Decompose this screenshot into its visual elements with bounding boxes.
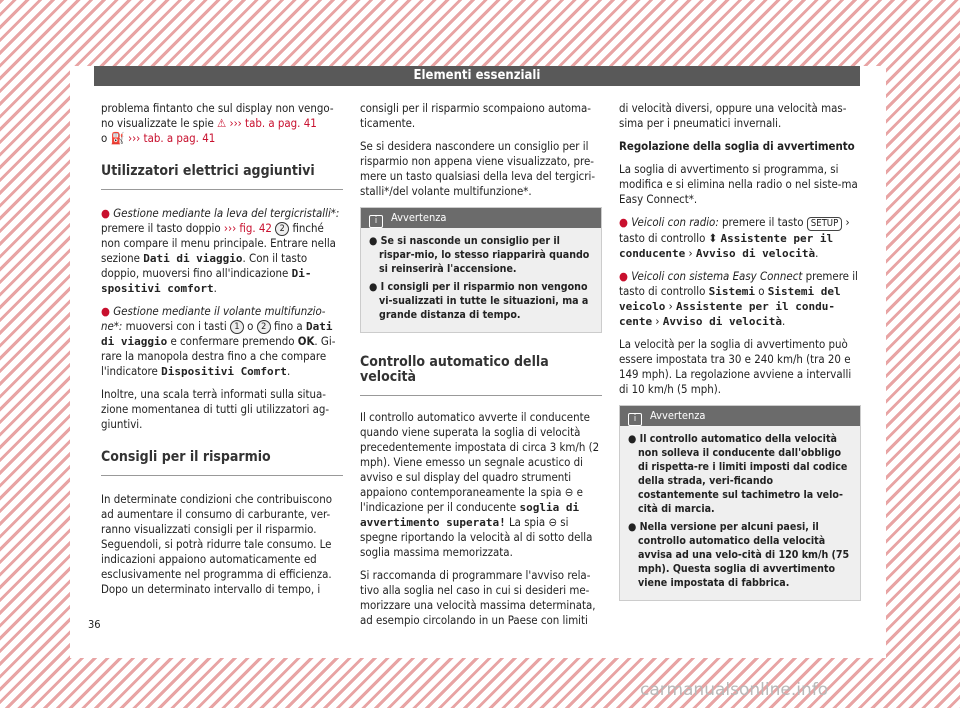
bullet-icon: ●	[101, 304, 110, 318]
section-heading-saving-tips: Consigli per il risparmio	[101, 450, 343, 476]
intro-paragraph: problema fintanto che sul display non vengo-no visualizzate le spie ⚠ ››› tab. a pag. 41 o ⛽ ››› tab. a pag. 41	[101, 101, 334, 145]
page-header: Elementi essenziali	[94, 66, 860, 86]
column-3	[619, 101, 861, 615]
bullet-icon: ●	[101, 206, 110, 220]
list-item: ● Gestione mediante la leva del tergicristalli*: premere il tasto doppio ››› fig. 42 2 finché non compare il menu principale. Entrare nella sezione Dati di viaggio. Con il tasto doppio, muoversi fino all'indicazione Di-spositivi comfort.	[101, 206, 340, 295]
note-box	[360, 207, 602, 333]
note-item: ● Il controllo automatico della velocità non solleva il conducente dall'obbligo di rispetta-re i limiti imposti dal codice della strada, veri-ficando costantemente sul tachimetro la velo-cità di marcia.	[628, 433, 848, 515]
note-title: Avvertenza	[391, 211, 447, 224]
button-1-icon: 1	[230, 320, 244, 334]
speed-warning-icon: ⊖	[564, 485, 574, 499]
subheading: Regolazione della soglia di avvertimento	[619, 139, 855, 153]
note-title: Avvertenza	[650, 409, 706, 422]
note-item: ● Nella versione per alcuni paesi, il controllo automatico della velocità avvisa ad una velo-cità di 120 km/h (75 mph). Questa soglia di avvertimento viene impostata di fabbrica.	[628, 521, 850, 589]
button-2-icon: 2	[257, 320, 271, 334]
list-item: ● Veicoli con radio: premere il tasto SETUP › tasto di controllo ⬍ Assistente per il conducente › Avviso di velocità.	[619, 215, 850, 260]
list-item: ● Veicoli con sistema Easy Connect premere il tasto di controllo Sistemi o Sistemi del veicolo › Assistente per il condu-cente › Avviso di velocità.	[619, 269, 858, 328]
button-2-icon: 2	[275, 222, 289, 236]
column-2	[360, 101, 602, 636]
ref-link[interactable]: ››› tab. a pag. 41	[127, 131, 216, 145]
column-1	[101, 101, 343, 605]
bullet-icon: ●	[619, 215, 628, 229]
section-heading-additional-users: Utilizzatori elettrici aggiuntivi	[101, 164, 343, 190]
watermark: carmanualsonline.info	[640, 680, 829, 700]
bullet-icon: ●	[619, 269, 628, 283]
page-number: 36	[88, 618, 101, 631]
paragraph: consigli per il risparmio scompaiono automa-ticamente.	[360, 101, 591, 130]
note-item: ● Se si nasconde un consiglio per il rispar-mio, lo stesso riapparirà quando si reinserirà l'accensione.	[369, 235, 590, 275]
paragraph: Se si desidera nascondere un consiglio per il risparmio non appena viene visualizzato, pre-mere un tasto qualsiasi della leva del tergicri-stalli*/del volante multifunzione*.	[360, 139, 596, 198]
ref-link[interactable]: ››› tab. a pag. 41	[229, 116, 317, 130]
info-icon: i	[369, 215, 383, 228]
tips-paragraph: In determinate condizioni che contribuiscono ad aumentare il consumo di carburante, ver-ranno visualizzati consigli per il risparmio. Seguendoli, si potrà ridurre tale consumo. Le indicazioni appaiono automaticamente ed esclusivamente nel programma di efficienza. Dopo un determinato intervallo di tempo, i	[101, 492, 332, 596]
paragraph: Si raccomanda di programmare l'avviso rela-tivo alla soglia nel caso in cui si desideri me-morizzare una velocità massima determinata, ad esempio circolando in un Paese con limiti	[360, 568, 596, 627]
speed-warning-icon: ⊖	[548, 515, 558, 529]
note-box	[619, 405, 861, 601]
paragraph: La soglia di avvertimento si programma, si modifica e si elimina nella radio o nel siste-ma Easy Connect*.	[619, 162, 858, 206]
paragraph: Il controllo automatico avverte il conducente quando viene superata la soglia di velocità precedentemente impostata di circa 3 km/h (2 mph). Viene emesso un segnale acustico di avviso e sul display del quadro strumenti appaiono contemporaneamente la spia ⊖ e l'indicazione per il conducente soglia di avvertimento superata! La spia ⊖ si spegne riportando la velocità al di sotto della soglia massima memorizzata.	[360, 410, 600, 559]
warning-lamp-icon: ⚠	[217, 116, 227, 130]
setup-key: SETUP	[807, 217, 842, 231]
section-heading-speed-control: Controllo automatico della velocità	[360, 355, 602, 396]
scale-paragraph: Inoltre, una scala terrà informati sulla situa-zione momentanea di tutti gli utilizzatori ag-giuntivi.	[101, 387, 330, 431]
list-item: ● Gestione mediante il volante multifunzio-ne*: muoversi con i tasti 1 o 2 fino a Dati di viaggio e confermare premendo OK. Gi-rare la manopola destra fino a che compare l'indicatore Dispositivi Comfort.	[101, 304, 336, 378]
info-icon: i	[628, 413, 642, 426]
figure-ref-link[interactable]: ››› fig. 42	[223, 221, 272, 235]
engine-lamp-icon: ⛽	[110, 131, 125, 145]
paragraph: di velocità diversi, oppure una velocità mas-sima per i pneumatici invernali.	[619, 101, 847, 130]
updown-arrow-icon: ⬍	[708, 231, 718, 245]
paragraph: La velocità per la soglia di avvertimento può essere impostata tra 30 e 240 km/h (tra 20 e 149 mph). La regolazione avviene a intervalli di 10 km/h (5 mph).	[619, 337, 852, 396]
note-item: ● I consigli per il risparmio non vengono vi-sualizzati in tutte le situazioni, ma a grande distanza di tempo.	[369, 281, 589, 321]
